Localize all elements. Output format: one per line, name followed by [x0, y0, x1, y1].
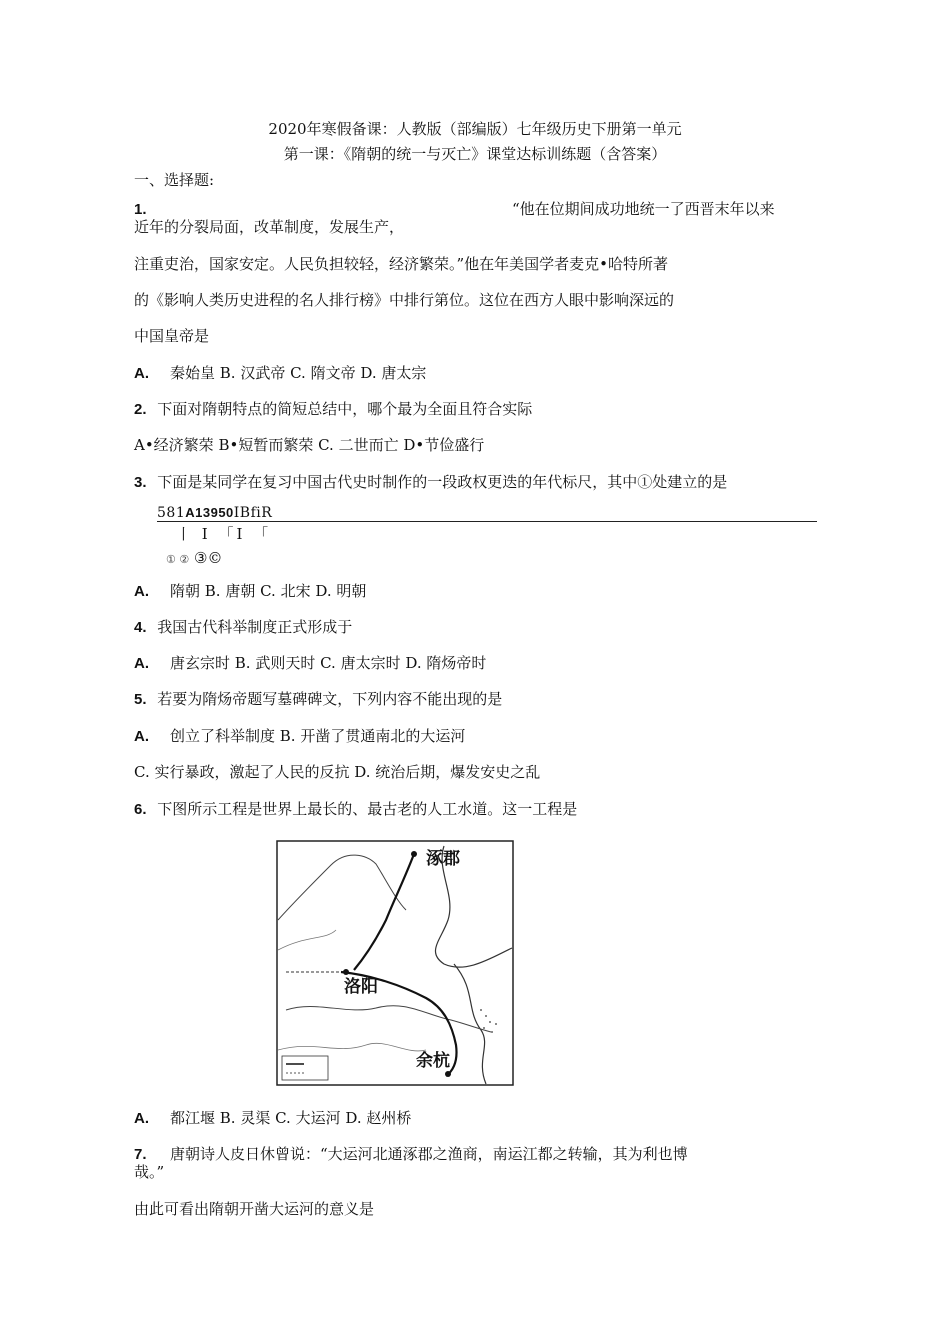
q2-number: 2. — [134, 401, 147, 418]
q1-option-letter: A. — [134, 365, 149, 382]
q1-number: 1. — [134, 201, 147, 218]
map-city-zhuojun — [411, 851, 417, 857]
q3-option-letter: A. — [134, 583, 149, 600]
map-legend — [282, 1056, 328, 1080]
q6-options — [134, 1108, 411, 1129]
q1-options — [134, 363, 426, 384]
q2-question — [134, 399, 532, 420]
q3-number: 3. — [134, 474, 147, 491]
ruler-marks-small: ① ② — [166, 553, 190, 566]
q1-text-line5: 中国皇帝是 — [134, 327, 210, 345]
q3-option-text: 隋朝 B. 唐朝 C. 北宋 D. 明朝 — [170, 582, 367, 600]
q2-options: A•经济繁荣 B•短暂而繁荣 C. 二世而亡 D•节俭盛行 — [134, 436, 485, 454]
timeline-ruler-labels — [157, 503, 272, 523]
q2-text: 下面对隋朝特点的简短总结中，哪个最为全面且符合实际 — [157, 400, 533, 418]
q7-question — [134, 1144, 688, 1165]
q4-option-text: 唐玄宗时 B. 武则天时 C. 唐太宗时 D. 隋炀帝时 — [170, 654, 487, 672]
q4-question — [134, 617, 352, 638]
q6-option-text: 都江堰 B. 灵渠 C. 大运河 D. 赵州桥 — [170, 1109, 412, 1127]
q1-option-text: 秦始皇 B. 汉武帝 C. 隋文帝 D. 唐太宗 — [170, 364, 427, 382]
q5-option-letter: A. — [134, 728, 149, 745]
ruler-marks-big: ③© — [194, 549, 223, 567]
q6-number: 6. — [134, 801, 147, 818]
ruler-label-a: 581 — [157, 505, 186, 521]
q7-text-line1: 唐朝诗人皮日休曾说：“大运河北通涿郡之渔商，南运江都之转输，其为利也博 — [170, 1145, 688, 1163]
grand-canal-map — [276, 840, 514, 1086]
q1-text-line3: 注重吏治，国家安定。人民负担较轻，经济繁荣。”他在年美国学者麦克•哈特所著 — [134, 255, 669, 273]
q3-options — [134, 581, 366, 602]
timeline-ruler-ticks: 丨 I 「I 「 — [176, 525, 272, 543]
q7-text-line2: 哉。” — [134, 1163, 165, 1181]
q4-number: 4. — [134, 619, 147, 636]
q5-option-text: 创立了科举制度 B. 开凿了贯通南北的大运河 — [170, 727, 466, 745]
q5-options — [134, 726, 465, 747]
map-label-south: 余杭 — [416, 1051, 450, 1070]
q1-text-right: “他在位期间成功地统一了西晋末年以来 — [512, 200, 775, 218]
timeline-ruler-line — [157, 521, 817, 522]
q4-options — [134, 653, 486, 674]
map-city-yuhang — [445, 1071, 451, 1077]
q1-text-line4: 的《影响人类历史进程的名人排行榜》中排行第位。这位在西方人眼中影响深远的 — [134, 291, 675, 309]
map-label-center: 洛阳 — [344, 977, 378, 996]
ruler-label-c: IBfiR — [233, 505, 273, 521]
page-subtitle: 第一课：《隋朝的统一与灭亡》课堂达标训练题（含答案） — [283, 145, 667, 163]
page-title: 2020年寒假备课：人教版（部编版）七年级历史下册第一单元 — [268, 120, 682, 138]
map-frame — [277, 841, 513, 1085]
map-city-luoyang — [343, 969, 349, 975]
q5-options-line2: C. 实行暴政，激起了人民的反抗 D. 统治后期，爆发安史之乱 — [134, 763, 541, 781]
q6-text: 下图所示工程是世界上最长的、最古老的人工水道。这一工程是 — [157, 800, 578, 818]
q7-number: 7. — [134, 1146, 147, 1163]
timeline-ruler-marks — [166, 548, 222, 570]
q3-text: 下面是某同学在复习中国古代史时制作的一段政权更迭的年代标尺，其中①处建立的是 — [157, 473, 728, 491]
ruler-label-b: A13950 — [185, 505, 234, 520]
q6-option-letter: A. — [134, 1110, 149, 1127]
q4-option-letter: A. — [134, 655, 149, 672]
map-label-north: 涿郡 — [426, 849, 460, 868]
q6-question — [134, 799, 577, 820]
q7-text-line3: 由此可看出隋朝开凿大运河的意义是 — [134, 1200, 375, 1218]
q5-text: 若要为隋炀帝题写墓碑碑文，下列内容不能出现的是 — [157, 690, 503, 708]
q1-text-line2: 近年的分裂局面，改革制度，发展生产， — [134, 218, 405, 236]
q4-text: 我国古代科举制度正式形成于 — [157, 618, 353, 636]
q5-number: 5. — [134, 691, 147, 708]
q5-question — [134, 689, 502, 710]
q3-question — [134, 472, 727, 493]
section-heading: 一、选择题: — [134, 171, 215, 189]
